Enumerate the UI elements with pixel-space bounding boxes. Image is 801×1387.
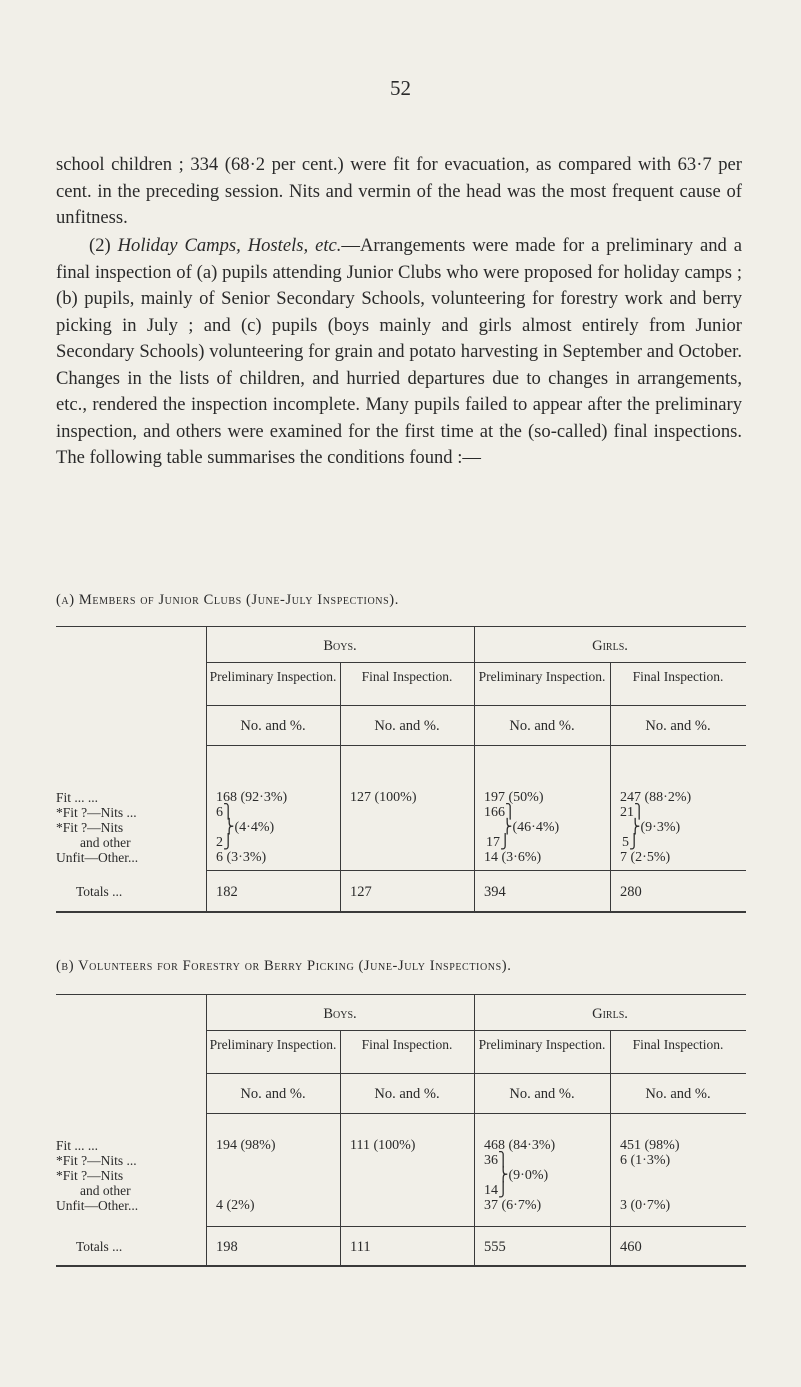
table-cell: 2⎭ (216, 835, 234, 850)
section-title: Holiday Camps, Hostels, etc. (117, 235, 342, 256)
table-cell (620, 1168, 680, 1183)
total-girls-final: 280 (620, 884, 642, 900)
table-cell: ⎬(4·4%) (224, 820, 275, 835)
boys-prelim-units: No. and %. (240, 718, 306, 734)
table-b-title: (b) Volunteers for Forestry or Berry Picking (June-July Inspections). (56, 958, 512, 974)
table-cell (216, 1168, 276, 1183)
body-paragraph-2 (56, 233, 742, 472)
row-label-nits: *Fit ?—Nits ... (56, 1153, 137, 1168)
table-cell: 451 (98%) (620, 1138, 680, 1153)
table-cell: 468 (84·3%) (484, 1138, 556, 1153)
section-number: (2) (89, 235, 111, 256)
boys-final-units: No. and %. (374, 718, 440, 734)
girls-final-values (620, 790, 691, 865)
girls-final-values (620, 1138, 680, 1213)
table-cell: 6 (3·3%) (216, 850, 267, 865)
row-label-nits-other-cont: and other (80, 835, 131, 850)
table-cell: ⎬(9·0%) (498, 1168, 549, 1183)
table-cell: 4 (2%) (216, 1198, 255, 1213)
table-cell: 194 (98%) (216, 1138, 276, 1153)
table-cell: 166⎫ (484, 805, 516, 820)
table-cell: 3 (0·7%) (620, 1198, 671, 1213)
table-cell: 247 (88·2%) (620, 790, 692, 805)
table-b (56, 994, 746, 1266)
table-cell: 7 (2·5%) (620, 850, 671, 865)
table-cell (216, 1183, 276, 1198)
row-label-unfit: Unfit—Other... (56, 850, 139, 865)
girls-final-units: No. and %. (645, 1086, 711, 1102)
total-boys-prelim: 182 (216, 884, 238, 900)
girls-prelim-header: Preliminary Inspection. (478, 669, 606, 684)
table-a (56, 626, 746, 912)
total-girls-prelim: 394 (484, 884, 506, 900)
boys-final-values (350, 1138, 415, 1153)
total-girls-prelim: 555 (484, 1239, 506, 1255)
boys-final-header: Final Inspection. (361, 669, 453, 684)
table-cell: 37 (6·7%) (484, 1198, 542, 1213)
boys-final-header: Final Inspection. (361, 1037, 453, 1052)
girls-header: Girls. (592, 1006, 628, 1022)
body-paragraph-1: school children ; 334 (68·2 per cent.) were fit for evacuation, as compared with 63·7 per cent. in the preceding session. Nits and vermin of the head was the most frequent cause of unfitness. (56, 154, 742, 228)
row-labels (56, 790, 206, 865)
total-girls-final: 460 (620, 1239, 642, 1255)
boys-final-values (350, 790, 417, 805)
total-boys-prelim: 198 (216, 1239, 238, 1255)
table-a-title: (a) Members of Junior Clubs (June-July Inspections). (56, 592, 399, 608)
table-cell: 5⎭ (622, 835, 640, 850)
girls-prelim-units: No. and %. (509, 718, 575, 734)
girls-final-header: Final Inspection. (632, 669, 724, 684)
row-label-totals: Totals ... (76, 884, 123, 899)
total-boys-final: 111 (350, 1239, 371, 1255)
table-cell: 168 (92·3%) (216, 790, 288, 805)
girls-final-units: No. and %. (645, 718, 711, 734)
girls-prelim-values (484, 1138, 555, 1213)
table-cell: 111 (100%) (350, 1138, 416, 1153)
row-label-unfit: Unfit—Other... (56, 1198, 139, 1213)
girls-prelim-units: No. and %. (509, 1086, 575, 1102)
girls-header: Girls. (592, 638, 628, 654)
table-cell: 17⎭ (486, 835, 511, 850)
table-cell: 21⎫ (620, 805, 645, 820)
page-number: 52 (390, 76, 411, 100)
table-cell: ⎬(9·3%) (630, 820, 681, 835)
girls-prelim-values (484, 790, 559, 865)
row-label-nits-other-cont: and other (80, 1183, 131, 1198)
total-boys-final: 127 (350, 884, 372, 900)
boys-header: Boys. (323, 1006, 357, 1022)
row-label-fit: Fit ... ... (56, 1138, 99, 1153)
boys-prelim-values (216, 1138, 276, 1213)
boys-prelim-header: Preliminary Inspection. (209, 669, 337, 684)
row-labels (56, 1138, 206, 1213)
boys-prelim-values (216, 790, 287, 865)
table-cell: 14 (3·6%) (484, 850, 542, 865)
table-cell (620, 1183, 680, 1198)
boys-final-units: No. and %. (374, 1086, 440, 1102)
row-label-fit: Fit ... ... (56, 790, 99, 805)
row-label-nits: *Fit ?—Nits ... (56, 805, 137, 820)
row-label-nits-other: *Fit ?—Nits (56, 820, 124, 835)
table-cell: ⎬(46·4%) (502, 820, 560, 835)
table-cell: 197 (50%) (484, 790, 544, 805)
boys-prelim-units: No. and %. (240, 1086, 306, 1102)
row-label-totals: Totals ... (76, 1239, 123, 1254)
table-cell (216, 1153, 276, 1168)
section-body: —Arrangements were made for a preliminary and a final inspection of (a) pupils attending Junior Clubs who were proposed for holiday camps ; (b) pupils, mainly of Senior Secondary Schools, volunteering for forestry work and berry picking in July ; and (c) pupils (boys mainly and girls almost entirely from Junior Secondary Schools) volunteering for grain and potato harvesting in September and October. Changes in the lists of children, and hurried departures due to changes in arrangements, etc., rendered the inspection incomplete. Many pupils failed to appear after the preliminary inspection, and others were examined for the first time at the (so-called) final inspections. The following table summarises the conditions found :— (56, 235, 743, 468)
girls-final-header: Final Inspection. (632, 1037, 724, 1052)
table-cell: 6⎫ (216, 805, 234, 820)
girls-prelim-header: Preliminary Inspection. (478, 1037, 606, 1052)
table-cell: 14⎭ (484, 1183, 509, 1198)
table-cell: 127 (100%) (350, 790, 417, 805)
row-label-nits-other: *Fit ?—Nits (56, 1168, 124, 1183)
table-cell: 36⎫ (484, 1153, 509, 1168)
boys-header: Boys. (323, 638, 357, 654)
table-cell: 6 (1·3%) (620, 1153, 671, 1168)
boys-prelim-header: Preliminary Inspection. (209, 1037, 337, 1052)
